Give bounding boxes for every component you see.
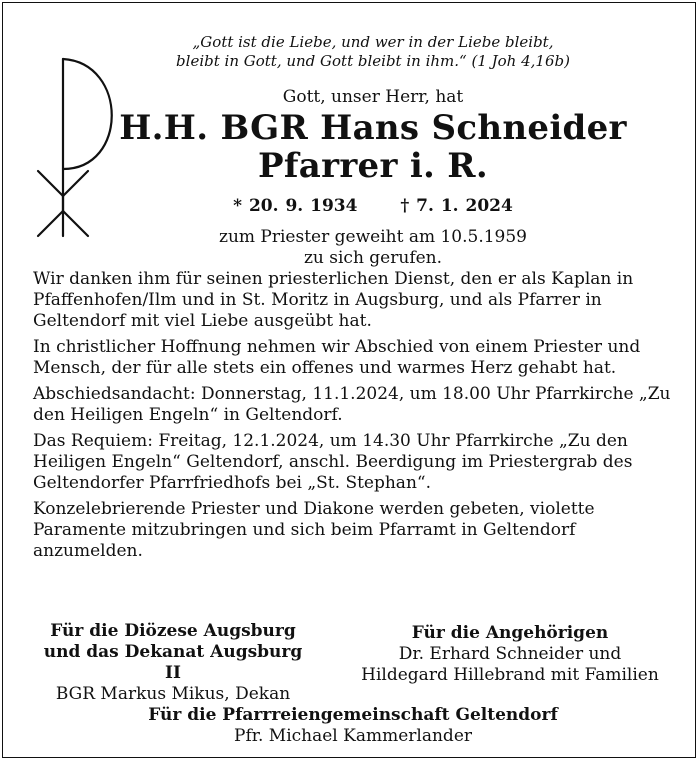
paragraph-concelebration: Konzelebrierende Priester und Diakone werden gebeten, violette Paramente mitzubringen und sich beim Pfarramt in Geltendorf anzumelden. bbox=[33, 499, 595, 561]
ordained-line-1: zum Priester geweiht am 10.5.1959 bbox=[219, 227, 527, 247]
life-dates bbox=[143, 196, 603, 216]
sig-left-line-1: Für die Diözese Augsburg bbox=[50, 621, 296, 641]
paragraph-farewell: In christlicher Hoffnung nehmen wir Abschied von einem Priester und Mensch, der für alle stets ein offenes und warmes Herz gehabt hat. bbox=[33, 337, 641, 378]
name-line-1: H.H. BGR Hans Schneider bbox=[119, 108, 627, 148]
ordained-line-2: zu sich gerufen. bbox=[303, 248, 443, 268]
birth-date: * 20. 9. 1934 bbox=[233, 196, 358, 216]
sig-bottom-line-1: Für die Pfarrreiengemeinschaft Geltendorf bbox=[148, 705, 558, 725]
name-line-2: Pfarrer i. R. bbox=[257, 146, 488, 186]
quote-line-2: bleibt in Gott, und Gott bleibt in ihm.“ (1 Joh 4,16b) bbox=[176, 52, 570, 70]
sig-right-line-2: Dr. Erhard Schneider und bbox=[398, 644, 622, 664]
chi-rho-icon bbox=[33, 51, 113, 246]
signature-family bbox=[335, 623, 685, 686]
death-date: † 7. 1. 2024 bbox=[400, 196, 513, 216]
signature-diocese bbox=[33, 621, 313, 705]
ordination-text bbox=[143, 227, 603, 269]
sig-bottom-line-2: Pfr. Michael Kammerlander bbox=[234, 726, 472, 746]
obituary-notice bbox=[2, 2, 696, 758]
signature-parish bbox=[103, 705, 603, 747]
deceased-name bbox=[103, 109, 643, 185]
quote-line-1: „Gott ist die Liebe, und wer in der Liebe bleibt, bbox=[192, 33, 554, 51]
paragraph-thanks: Wir danken ihm für seinen priesterlichen Dienst, den er als Kaplan in Pfaffenhofen/Ilm und in St. Moritz in Augsburg, und als Pfarrer in Geltendorf mit viel Liebe ausgeübt hat. bbox=[33, 269, 634, 331]
sig-left-line-3: BGR Markus Mikus, Dekan bbox=[55, 684, 291, 704]
paragraph-requiem: Das Requiem: Freitag, 12.1.2024, um 14.30 Uhr Pfarrkirche „Zu den Heiligen Engeln“ Geltendorf, anschl. Beerdigung im Priestergrab des Geltendorfer Pfarrfriedhofs bei „St. Stephan“. bbox=[33, 431, 633, 493]
bible-quote bbox=[133, 33, 613, 71]
intro-text: Gott, unser Herr, hat bbox=[282, 87, 464, 107]
notice-body bbox=[33, 269, 678, 567]
paragraph-vigil: Abschiedsandacht: Donnerstag, 11.1.2024, um 18.00 Uhr Pfarrkirche „Zu den Heiligen Engeln“ in Geltendorf. bbox=[33, 384, 671, 425]
sig-right-line-3: Hildegard Hillebrand mit Familien bbox=[361, 665, 659, 685]
sig-left-line-2: und das Dekanat Augsburg II bbox=[43, 642, 303, 683]
sig-right-line-1: Für die Angehörigen bbox=[411, 623, 609, 643]
